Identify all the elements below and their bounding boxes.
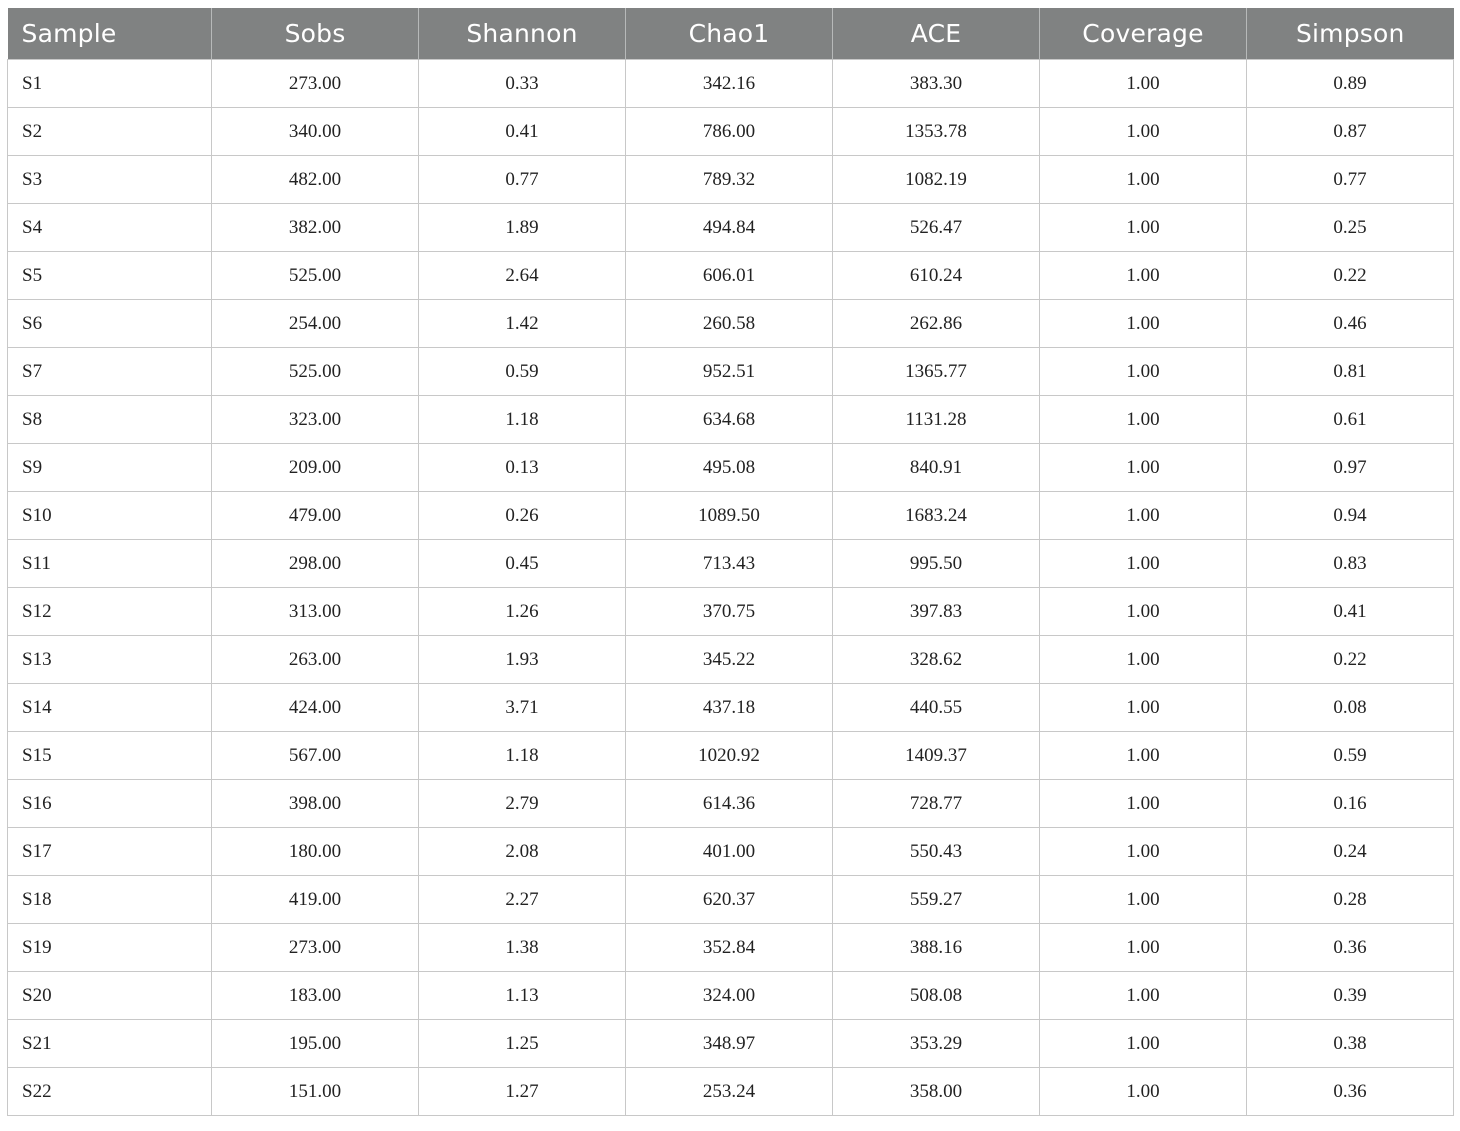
value-cell: 0.83 [1247, 540, 1454, 588]
value-cell: 1.00 [1040, 684, 1247, 732]
value-cell: 324.00 [626, 972, 833, 1020]
value-cell: 382.00 [212, 204, 419, 252]
value-cell: 273.00 [212, 924, 419, 972]
table-row [8, 204, 1454, 252]
value-cell: 0.22 [1247, 252, 1454, 300]
table-row [8, 828, 1454, 876]
sample-cell: S12 [8, 588, 212, 636]
value-cell: 298.00 [212, 540, 419, 588]
sample-cell: S3 [8, 156, 212, 204]
value-cell: 2.08 [419, 828, 626, 876]
table-row [8, 780, 1454, 828]
value-cell: 0.36 [1247, 1068, 1454, 1116]
value-cell: 0.26 [419, 492, 626, 540]
table-row [8, 348, 1454, 396]
value-cell: 495.08 [626, 444, 833, 492]
column-header-sample: Sample [8, 8, 212, 60]
value-cell: 340.00 [212, 108, 419, 156]
value-cell: 567.00 [212, 732, 419, 780]
table-row [8, 1068, 1454, 1116]
column-header-shannon: Shannon [419, 8, 626, 60]
sample-cell: S22 [8, 1068, 212, 1116]
value-cell: 1.00 [1040, 204, 1247, 252]
value-cell: 614.36 [626, 780, 833, 828]
value-cell: 2.27 [419, 876, 626, 924]
value-cell: 786.00 [626, 108, 833, 156]
value-cell: 713.43 [626, 540, 833, 588]
value-cell: 1683.24 [833, 492, 1040, 540]
table-row [8, 444, 1454, 492]
table-row [8, 636, 1454, 684]
sample-cell: S2 [8, 108, 212, 156]
value-cell: 559.27 [833, 876, 1040, 924]
value-cell: 0.25 [1247, 204, 1454, 252]
table-row [8, 588, 1454, 636]
table-row [8, 1020, 1454, 1068]
value-cell: 209.00 [212, 444, 419, 492]
value-cell: 437.18 [626, 684, 833, 732]
value-cell: 424.00 [212, 684, 419, 732]
value-cell: 0.24 [1247, 828, 1454, 876]
value-cell: 262.86 [833, 300, 1040, 348]
table-row [8, 540, 1454, 588]
value-cell: 183.00 [212, 972, 419, 1020]
value-cell: 1409.37 [833, 732, 1040, 780]
table-row [8, 684, 1454, 732]
value-cell: 606.01 [626, 252, 833, 300]
value-cell: 1.00 [1040, 924, 1247, 972]
table-row [8, 876, 1454, 924]
value-cell: 1.26 [419, 588, 626, 636]
value-cell: 1131.28 [833, 396, 1040, 444]
value-cell: 1.00 [1040, 1068, 1247, 1116]
value-cell: 352.84 [626, 924, 833, 972]
sample-cell: S19 [8, 924, 212, 972]
sample-cell: S21 [8, 1020, 212, 1068]
sample-cell: S10 [8, 492, 212, 540]
value-cell: 634.68 [626, 396, 833, 444]
value-cell: 1.00 [1040, 60, 1247, 108]
sample-cell: S1 [8, 60, 212, 108]
value-cell: 840.91 [833, 444, 1040, 492]
value-cell: 479.00 [212, 492, 419, 540]
value-cell: 358.00 [833, 1068, 1040, 1116]
table-row [8, 156, 1454, 204]
table-row [8, 252, 1454, 300]
value-cell: 388.16 [833, 924, 1040, 972]
value-cell: 397.83 [833, 588, 1040, 636]
sample-cell: S14 [8, 684, 212, 732]
value-cell: 370.75 [626, 588, 833, 636]
sample-cell: S17 [8, 828, 212, 876]
value-cell: 1.00 [1040, 300, 1247, 348]
value-cell: 995.50 [833, 540, 1040, 588]
value-cell: 195.00 [212, 1020, 419, 1068]
alpha-diversity-table [7, 8, 1454, 1116]
value-cell: 253.24 [626, 1068, 833, 1116]
value-cell: 328.62 [833, 636, 1040, 684]
value-cell: 0.41 [1247, 588, 1454, 636]
value-cell: 323.00 [212, 396, 419, 444]
sample-cell: S8 [8, 396, 212, 444]
value-cell: 2.64 [419, 252, 626, 300]
header-row [8, 8, 1454, 60]
value-cell: 2.79 [419, 780, 626, 828]
value-cell: 1020.92 [626, 732, 833, 780]
value-cell: 0.61 [1247, 396, 1454, 444]
value-cell: 0.81 [1247, 348, 1454, 396]
value-cell: 1.00 [1040, 828, 1247, 876]
value-cell: 0.13 [419, 444, 626, 492]
sample-cell: S5 [8, 252, 212, 300]
column-header-chao1: Chao1 [626, 8, 833, 60]
value-cell: 0.77 [419, 156, 626, 204]
value-cell: 0.22 [1247, 636, 1454, 684]
value-cell: 0.77 [1247, 156, 1454, 204]
table-row [8, 108, 1454, 156]
column-header-ace: ACE [833, 8, 1040, 60]
sample-cell: S9 [8, 444, 212, 492]
value-cell: 1365.77 [833, 348, 1040, 396]
value-cell: 1.00 [1040, 588, 1247, 636]
value-cell: 313.00 [212, 588, 419, 636]
value-cell: 0.38 [1247, 1020, 1454, 1068]
value-cell: 0.45 [419, 540, 626, 588]
value-cell: 0.94 [1247, 492, 1454, 540]
sample-cell: S20 [8, 972, 212, 1020]
value-cell: 1.93 [419, 636, 626, 684]
value-cell: 419.00 [212, 876, 419, 924]
table-row [8, 492, 1454, 540]
value-cell: 0.28 [1247, 876, 1454, 924]
sample-cell: S15 [8, 732, 212, 780]
value-cell: 0.87 [1247, 108, 1454, 156]
value-cell: 0.41 [419, 108, 626, 156]
value-cell: 1353.78 [833, 108, 1040, 156]
value-cell: 383.30 [833, 60, 1040, 108]
sample-cell: S6 [8, 300, 212, 348]
value-cell: 0.59 [1247, 732, 1454, 780]
value-cell: 1.00 [1040, 1020, 1247, 1068]
value-cell: 1.27 [419, 1068, 626, 1116]
value-cell: 342.16 [626, 60, 833, 108]
table-row [8, 972, 1454, 1020]
value-cell: 254.00 [212, 300, 419, 348]
value-cell: 1.00 [1040, 108, 1247, 156]
value-cell: 482.00 [212, 156, 419, 204]
value-cell: 1.38 [419, 924, 626, 972]
value-cell: 1.00 [1040, 780, 1247, 828]
value-cell: 1.89 [419, 204, 626, 252]
value-cell: 401.00 [626, 828, 833, 876]
table-body [8, 60, 1454, 1116]
table-row [8, 924, 1454, 972]
sample-cell: S18 [8, 876, 212, 924]
column-header-sobs: Sobs [212, 8, 419, 60]
value-cell: 1.25 [419, 1020, 626, 1068]
value-cell: 1.00 [1040, 876, 1247, 924]
value-cell: 0.36 [1247, 924, 1454, 972]
value-cell: 1.00 [1040, 492, 1247, 540]
value-cell: 1082.19 [833, 156, 1040, 204]
value-cell: 0.89 [1247, 60, 1454, 108]
value-cell: 1089.50 [626, 492, 833, 540]
data-table-container [7, 8, 1453, 1116]
value-cell: 550.43 [833, 828, 1040, 876]
value-cell: 508.08 [833, 972, 1040, 1020]
value-cell: 263.00 [212, 636, 419, 684]
sample-cell: S11 [8, 540, 212, 588]
value-cell: 260.58 [626, 300, 833, 348]
table-row [8, 396, 1454, 444]
sample-cell: S7 [8, 348, 212, 396]
value-cell: 1.00 [1040, 444, 1247, 492]
value-cell: 525.00 [212, 252, 419, 300]
value-cell: 0.59 [419, 348, 626, 396]
value-cell: 1.18 [419, 396, 626, 444]
value-cell: 1.00 [1040, 348, 1247, 396]
value-cell: 1.00 [1040, 540, 1247, 588]
value-cell: 1.00 [1040, 396, 1247, 444]
value-cell: 0.08 [1247, 684, 1454, 732]
value-cell: 525.00 [212, 348, 419, 396]
sample-cell: S13 [8, 636, 212, 684]
value-cell: 620.37 [626, 876, 833, 924]
table-row [8, 732, 1454, 780]
table-row [8, 60, 1454, 108]
column-header-coverage: Coverage [1040, 8, 1247, 60]
sample-cell: S16 [8, 780, 212, 828]
value-cell: 440.55 [833, 684, 1040, 732]
value-cell: 0.16 [1247, 780, 1454, 828]
sample-cell: S4 [8, 204, 212, 252]
value-cell: 1.00 [1040, 252, 1247, 300]
value-cell: 1.42 [419, 300, 626, 348]
value-cell: 3.71 [419, 684, 626, 732]
value-cell: 610.24 [833, 252, 1040, 300]
value-cell: 494.84 [626, 204, 833, 252]
value-cell: 0.46 [1247, 300, 1454, 348]
table-header [8, 8, 1454, 60]
value-cell: 348.97 [626, 1020, 833, 1068]
value-cell: 0.97 [1247, 444, 1454, 492]
value-cell: 1.13 [419, 972, 626, 1020]
value-cell: 1.00 [1040, 156, 1247, 204]
value-cell: 0.33 [419, 60, 626, 108]
value-cell: 180.00 [212, 828, 419, 876]
value-cell: 1.00 [1040, 732, 1247, 780]
column-header-simpson: Simpson [1247, 8, 1454, 60]
value-cell: 952.51 [626, 348, 833, 396]
value-cell: 353.29 [833, 1020, 1040, 1068]
value-cell: 1.00 [1040, 636, 1247, 684]
value-cell: 1.18 [419, 732, 626, 780]
value-cell: 526.47 [833, 204, 1040, 252]
table-row [8, 300, 1454, 348]
value-cell: 0.39 [1247, 972, 1454, 1020]
value-cell: 398.00 [212, 780, 419, 828]
value-cell: 151.00 [212, 1068, 419, 1116]
value-cell: 345.22 [626, 636, 833, 684]
value-cell: 789.32 [626, 156, 833, 204]
value-cell: 728.77 [833, 780, 1040, 828]
value-cell: 1.00 [1040, 972, 1247, 1020]
value-cell: 273.00 [212, 60, 419, 108]
